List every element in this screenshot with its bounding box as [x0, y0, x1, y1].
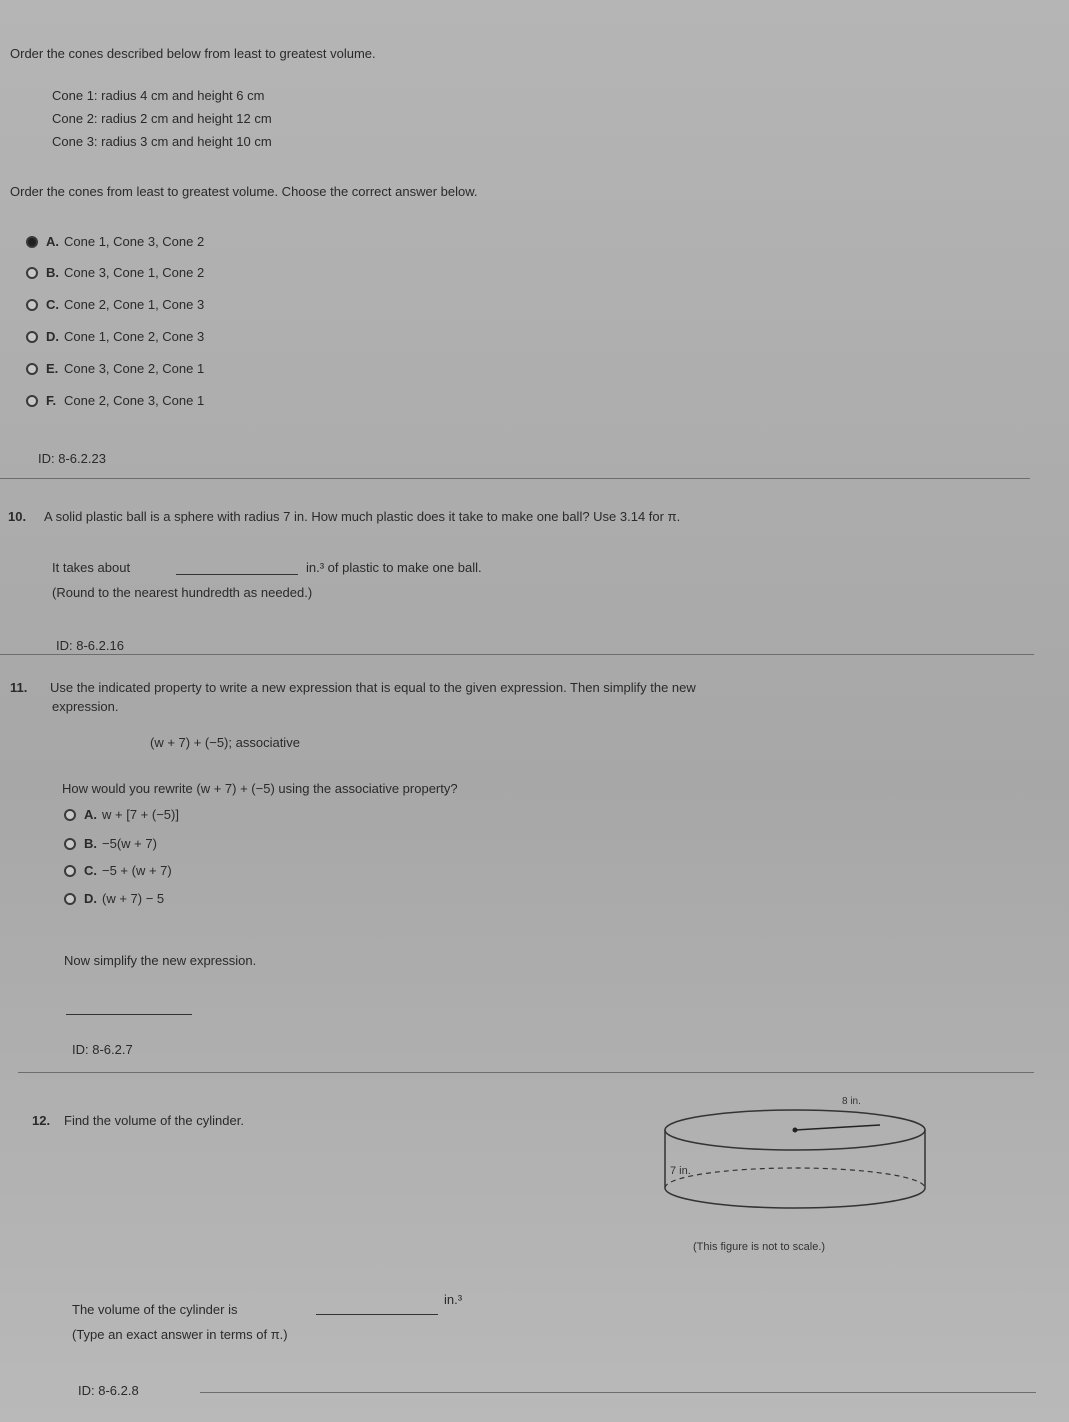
q12-prompt: Find the volume of the cylinder.	[64, 1113, 244, 1128]
option-text: Cone 1, Cone 2, Cone 3	[64, 329, 205, 344]
option-text: Cone 2, Cone 3, Cone 1	[64, 393, 205, 408]
radio-icon[interactable]	[26, 363, 38, 375]
option-letter: F.	[46, 393, 57, 408]
figure-caption: (This figure is not to scale.)	[693, 1241, 826, 1253]
q10-answer-prefix: It takes about	[52, 560, 131, 575]
q9-option-b[interactable]	[26, 265, 204, 280]
q9-option-e[interactable]	[26, 361, 204, 376]
radio-icon[interactable]	[64, 893, 76, 905]
cylinder-bottom-front	[665, 1188, 925, 1208]
q12-answer-prefix: The volume of the cylinder is	[72, 1302, 238, 1317]
q10-prompt: A solid plastic ball is a sphere with radius 7 in. How much plastic does it take to make one ball? Use 3.14 for π.	[44, 509, 681, 524]
q11-option-a[interactable]	[64, 807, 179, 822]
divider	[18, 1072, 1034, 1073]
radio-icon[interactable]	[26, 299, 38, 311]
option-text: Cone 3, Cone 1, Cone 2	[64, 265, 205, 280]
q11-prompt-line1: Use the indicated property to write a new expression that is equal to the given expression. Then simplify the new	[50, 680, 696, 695]
radio-selected-icon[interactable]	[26, 236, 38, 248]
height-label: 7 in.	[670, 1165, 691, 1177]
q9-option-d[interactable]	[26, 329, 204, 344]
radio-icon[interactable]	[26, 267, 38, 279]
q10-answer-blank[interactable]	[176, 574, 298, 575]
q11-answer-blank[interactable]	[66, 1014, 192, 1015]
divider	[0, 654, 1034, 655]
cylinder-figure	[650, 1088, 950, 1258]
center-dot	[793, 1128, 798, 1133]
q12-answer-blank[interactable]	[316, 1314, 438, 1315]
divider	[0, 478, 1030, 479]
q11-expression: (w + 7) + (−5); associative	[150, 735, 300, 750]
divider	[200, 1392, 1036, 1393]
radio-icon[interactable]	[64, 838, 76, 850]
q11-option-b[interactable]	[64, 836, 157, 851]
option-letter: D.	[46, 329, 59, 344]
q11-option-c[interactable]	[64, 863, 172, 878]
q10-note: (Round to the nearest hundredth as needed.)	[52, 585, 313, 600]
q12-note: (Type an exact answer in terms of π.)	[72, 1327, 288, 1342]
radius-line	[795, 1125, 880, 1130]
q9-id: ID: 8-6.2.23	[38, 451, 106, 466]
q10-number: 10.	[8, 509, 27, 524]
q11-number: 11.	[10, 680, 28, 695]
q10-answer-suffix: in.³ of plastic to make one ball.	[306, 560, 482, 575]
q10-id: ID: 8-6.2.16	[56, 638, 124, 653]
option-letter: A.	[46, 234, 59, 249]
option-text: Cone 3, Cone 2, Cone 1	[64, 361, 205, 376]
option-text: Cone 2, Cone 1, Cone 3	[64, 297, 205, 312]
radio-icon[interactable]	[26, 395, 38, 407]
q11-simplify: Now simplify the new expression.	[64, 953, 257, 968]
q12-answer-suffix: in.³	[444, 1292, 463, 1307]
q11-prompt-line2: expression.	[52, 699, 119, 714]
option-text: w + [7 + (−5)]	[102, 807, 179, 822]
q11-id: ID: 8-6.2.7	[72, 1042, 133, 1057]
q9-option-a[interactable]	[26, 234, 204, 249]
q12-number: 12.	[32, 1113, 51, 1128]
q11-question: How would you rewrite (w + 7) + (−5) using the associative property?	[62, 781, 458, 796]
q11-option-d[interactable]	[64, 891, 164, 906]
q12-id: ID: 8-6.2.8	[78, 1383, 139, 1398]
radio-icon[interactable]	[26, 331, 38, 343]
option-text: −5 + (w + 7)	[102, 863, 172, 878]
q9-instruction: Order the cones from least to greatest volume. Choose the correct answer below.	[10, 184, 478, 199]
q9-cone-1: Cone 1: radius 4 cm and height 6 cm	[52, 88, 265, 103]
q9-option-f[interactable]	[26, 393, 204, 408]
option-letter: D.	[84, 891, 97, 906]
q9-cone-3: Cone 3: radius 3 cm and height 10 cm	[52, 134, 272, 149]
option-text: Cone 1, Cone 3, Cone 2	[64, 234, 205, 249]
option-letter: C.	[46, 297, 59, 312]
radius-label: 8 in.	[842, 1096, 861, 1107]
q9-prompt: Order the cones described below from least to greatest volume.	[10, 46, 376, 61]
option-letter: B.	[84, 836, 97, 851]
option-text: −5(w + 7)	[102, 836, 157, 851]
option-letter: B.	[46, 265, 59, 280]
radio-icon[interactable]	[64, 809, 76, 821]
q9-cone-2: Cone 2: radius 2 cm and height 12 cm	[52, 111, 272, 126]
option-letter: A.	[84, 807, 97, 822]
option-letter: E.	[46, 361, 59, 376]
option-letter: C.	[84, 863, 97, 878]
radio-icon[interactable]	[64, 865, 76, 877]
q9-option-c[interactable]	[26, 297, 204, 312]
cylinder-bottom-back	[665, 1168, 925, 1188]
option-text: (w + 7) − 5	[102, 891, 165, 906]
